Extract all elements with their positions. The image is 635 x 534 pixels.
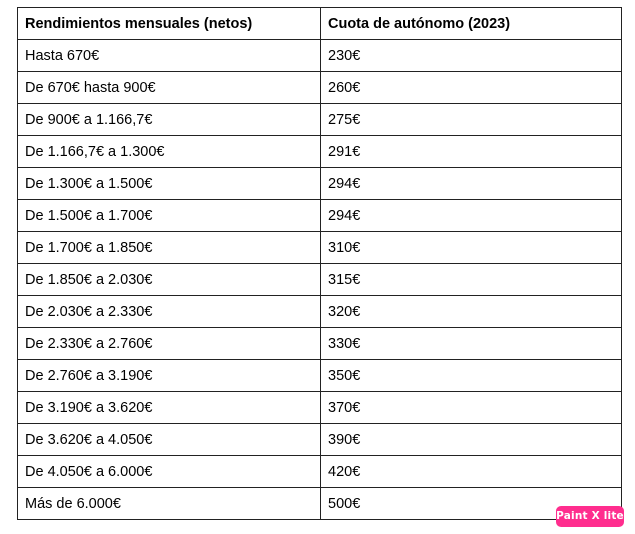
paint-x-lite-watermark: Paint X lite xyxy=(556,506,624,527)
rendimiento-cell: De 3.190€ a 3.620€ xyxy=(18,392,321,424)
table-row xyxy=(18,232,622,264)
table-row xyxy=(18,488,622,520)
rendimiento-cell: De 4.050€ a 6.000€ xyxy=(18,456,321,488)
cuota-cell: 294€ xyxy=(321,168,622,200)
table-row xyxy=(18,200,622,232)
cuota-autonomo-table xyxy=(17,7,622,520)
cuota-cell: 291€ xyxy=(321,136,622,168)
rendimiento-cell: De 900€ a 1.166,7€ xyxy=(18,104,321,136)
rendimiento-cell: Más de 6.000€ xyxy=(18,488,321,520)
table-row xyxy=(18,424,622,456)
table-row xyxy=(18,72,622,104)
cuota-cell: 310€ xyxy=(321,232,622,264)
cuota-cell: 260€ xyxy=(321,72,622,104)
table-row xyxy=(18,392,622,424)
rendimiento-cell: De 670€ hasta 900€ xyxy=(18,72,321,104)
rendimiento-cell: De 1.850€ a 2.030€ xyxy=(18,264,321,296)
cuota-cell: 390€ xyxy=(321,424,622,456)
table-row xyxy=(18,456,622,488)
table-row xyxy=(18,264,622,296)
cuota-cell: 275€ xyxy=(321,104,622,136)
rendimiento-cell: Hasta 670€ xyxy=(18,40,321,72)
rendimiento-cell: De 3.620€ a 4.050€ xyxy=(18,424,321,456)
cuota-cell: 350€ xyxy=(321,360,622,392)
table-row xyxy=(18,136,622,168)
rendimiento-cell: De 2.760€ a 3.190€ xyxy=(18,360,321,392)
table-row xyxy=(18,360,622,392)
rendimiento-cell: De 2.030€ a 2.330€ xyxy=(18,296,321,328)
header-cuota: Cuota de autónomo (2023) xyxy=(321,8,622,40)
rendimiento-cell: De 1.700€ a 1.850€ xyxy=(18,232,321,264)
rendimiento-cell: De 1.500€ a 1.700€ xyxy=(18,200,321,232)
header-rendimientos: Rendimientos mensuales (netos) xyxy=(18,8,321,40)
cuota-cell: 315€ xyxy=(321,264,622,296)
table-row xyxy=(18,168,622,200)
table-row xyxy=(18,296,622,328)
cuota-cell: 320€ xyxy=(321,296,622,328)
rendimiento-cell: De 1.166,7€ a 1.300€ xyxy=(18,136,321,168)
table-row xyxy=(18,40,622,72)
table-header-row xyxy=(18,8,622,40)
rendimiento-cell: De 2.330€ a 2.760€ xyxy=(18,328,321,360)
cuota-cell: 294€ xyxy=(321,200,622,232)
cuota-cell: 500€ xyxy=(321,488,622,520)
cuota-cell: 330€ xyxy=(321,328,622,360)
rendimiento-cell: De 1.300€ a 1.500€ xyxy=(18,168,321,200)
cuota-cell: 370€ xyxy=(321,392,622,424)
table-row xyxy=(18,104,622,136)
table-row xyxy=(18,328,622,360)
cuota-cell: 230€ xyxy=(321,40,622,72)
cuota-cell: 420€ xyxy=(321,456,622,488)
